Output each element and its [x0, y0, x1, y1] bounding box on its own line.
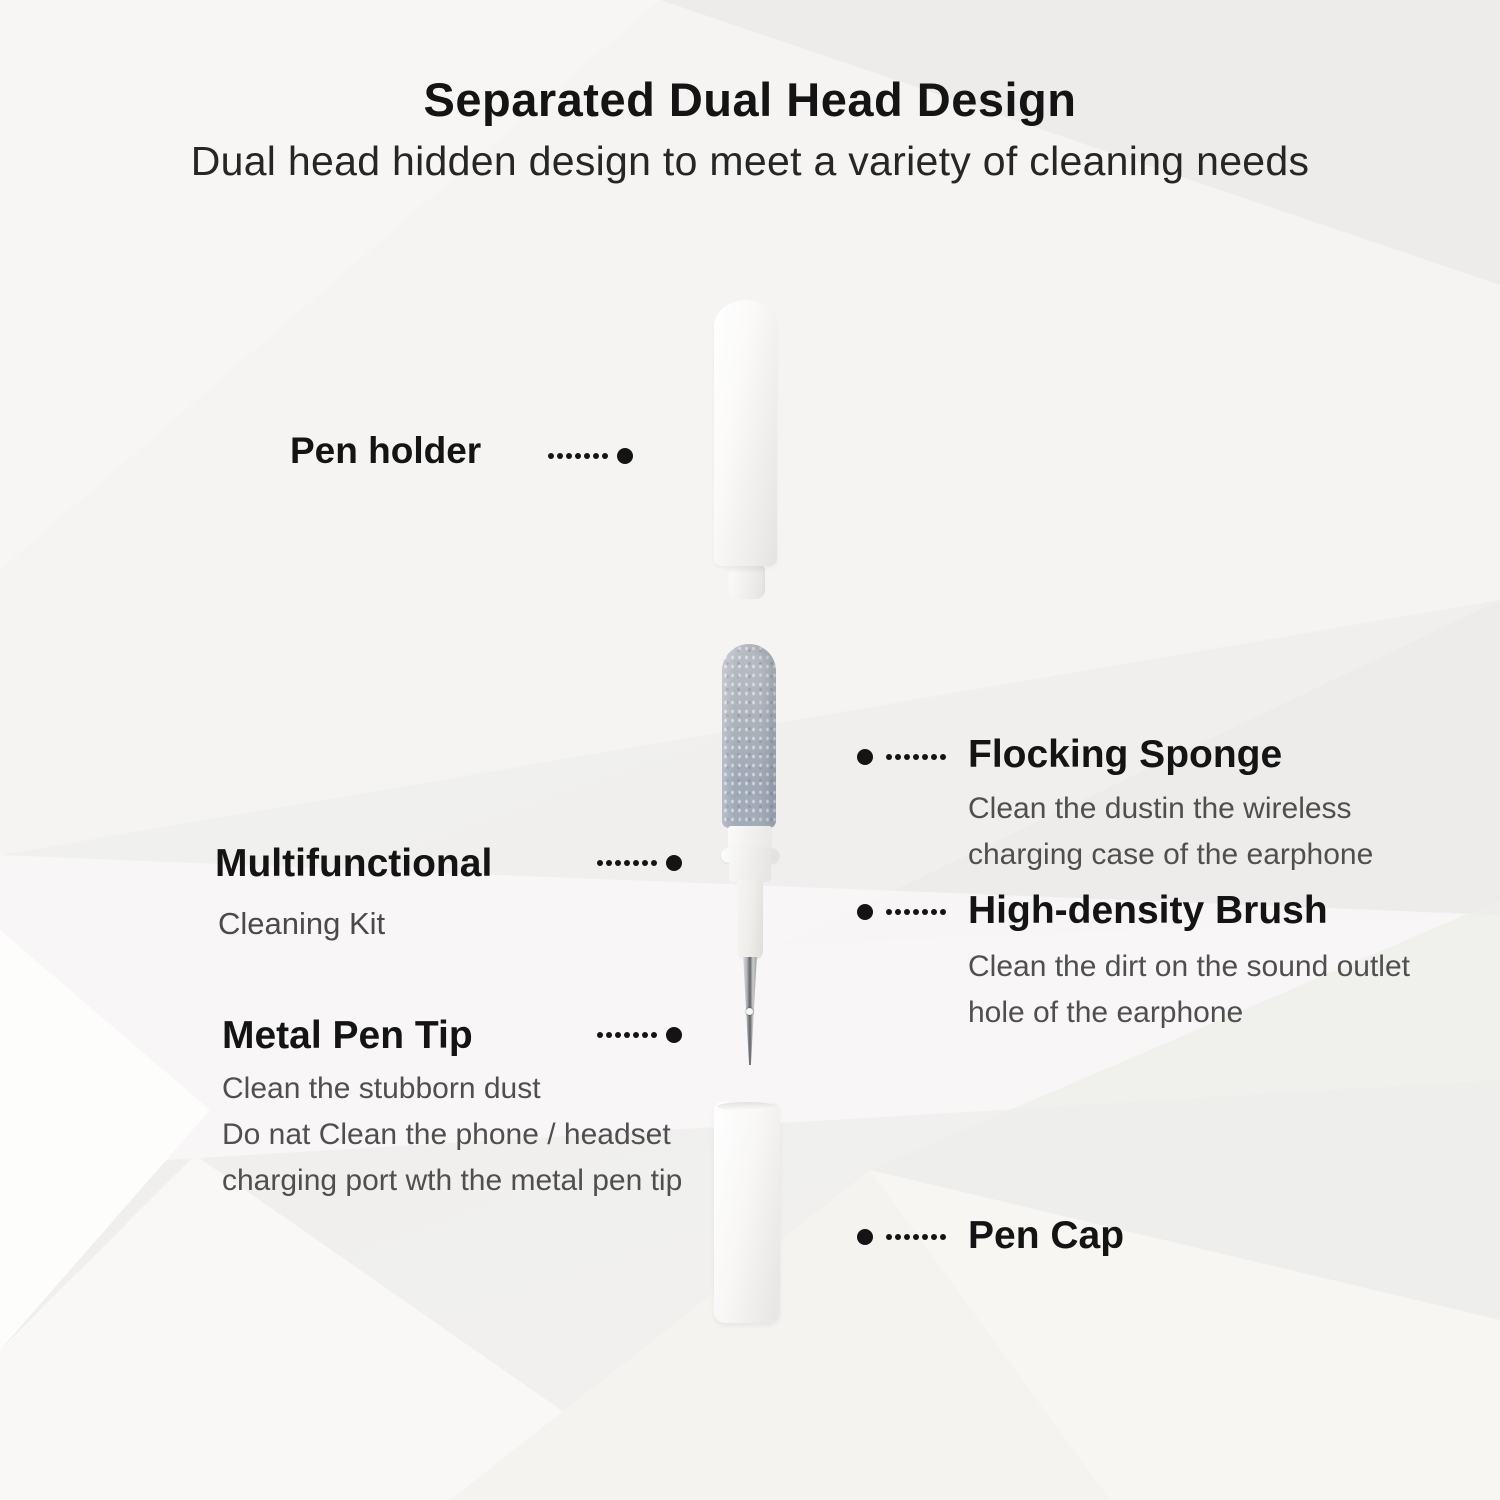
high-density-brush-desc-line: hole of the earphone — [968, 996, 1244, 1029]
pen-holder-image — [714, 300, 777, 566]
flocking-sponge-description — [968, 786, 1373, 878]
metal-pen-tip-label: Metal Pen Tip — [222, 1014, 473, 1057]
multifunctional-label: Multifunctional — [215, 842, 493, 885]
metal-pen-tip-desc-line: Clean the stubborn dust — [222, 1072, 541, 1105]
page-title: Separated Dual Head Design — [423, 73, 1077, 126]
pen-holder-label: Pen holder — [290, 430, 482, 471]
flocking-sponge-image — [722, 644, 776, 828]
metal-pen-tip-desc-line: Do nat Clean the phone / headset — [222, 1118, 671, 1151]
flocking-sponge-desc-line: charging case of the earphone — [968, 838, 1374, 871]
high-density-brush-desc-line: Clean the dirt on the sound outlet — [968, 950, 1410, 983]
leader-line-multifunctional — [597, 855, 682, 871]
high-density-brush-description — [968, 944, 1410, 1036]
leader-line-metal-pen-tip — [597, 1027, 682, 1043]
leader-line-pen-cap — [857, 1229, 946, 1245]
pen-tip-hole — [746, 1008, 753, 1015]
leader-line-high-density-brush — [857, 904, 946, 920]
pen-cap-image — [714, 1102, 780, 1323]
pen-cap-label: Pen Cap — [968, 1214, 1125, 1257]
flocking-sponge-label: Flocking Sponge — [968, 733, 1283, 776]
pen-holder-connector-image — [727, 566, 765, 599]
high-density-brush-label: High-density Brush — [968, 889, 1328, 932]
pen-cap-rim — [717, 1102, 777, 1111]
cleaning-kit-label: Cleaning Kit — [218, 906, 386, 941]
metal-pen-tip-description — [222, 1066, 682, 1204]
pen-shaft-image — [737, 880, 763, 960]
leader-line-pen-holder — [548, 448, 633, 464]
page-subtitle: Dual head hidden design to meet a variety of cleaning needs — [190, 138, 1310, 184]
pen-neck-image — [729, 861, 771, 882]
metal-pen-tip-desc-line: charging port wth the metal pen tip — [222, 1164, 683, 1197]
leader-line-flocking-sponge — [857, 749, 946, 765]
flocking-sponge-desc-line: Clean the dustin the wireless — [968, 792, 1352, 825]
